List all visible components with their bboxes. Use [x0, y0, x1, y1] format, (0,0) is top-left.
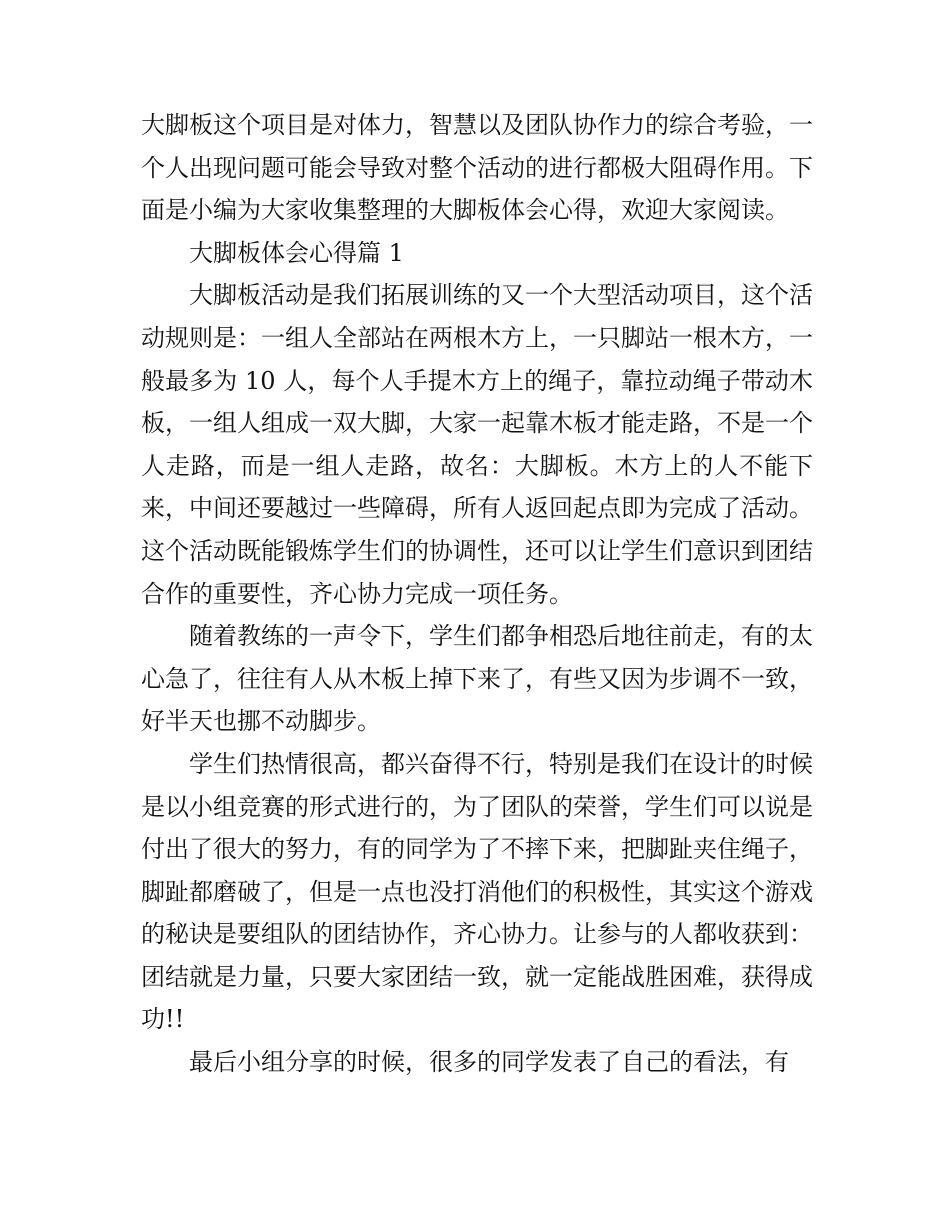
- section-heading: 大脚板体会心得篇 1: [189, 238, 404, 267]
- body-paragraph: 最后小组分享的时候，很多的同学发表了自己的看法，有: [189, 1048, 789, 1077]
- document-body: [141, 104, 813, 1084]
- body-paragraph: 大脚板活动是我们拓展训练的又一个大型活动项目，这个活动规则是：一组人全部站在两根木方上，一只脚站一根木方，一般最多为 10 人，每个人手提木方上的绳子，靠拉动绳子带动木板，一组人组成一双大脚，大家一起靠木板才能走路，不是一个人走路，而是一组人走路，故名：大脚板。木方上的人不能下来，中间还要越过一些障碍，所有人返回起点即为完成了活动。这个活动既能锻炼学生们的协调性，还可以让学生们意识到团结合作的重要性，齐心协力完成一项任务。: [141, 281, 813, 608]
- body-paragraph: 随着教练的一声令下，学生们都争相恐后地往前走，有的太心急了，往往有人从木板上掉下来了，有些又因为步调不一致，好半天也挪不动脚步。: [141, 622, 813, 736]
- intro-paragraph: 大脚板这个项目是对体力，智慧以及团队协作力的综合考验，一个人出现问题可能会导致对整个活动的进行都极大阻碍作用。下面是小编为大家收集整理的大脚板体会心得，欢迎大家阅读。: [141, 111, 813, 225]
- body-paragraph: 学生们热情很高，都兴奋得不行，特别是我们在设计的时候是以小组竞赛的形式进行的，为了团队的荣誉，学生们可以说是付出了很大的努力，有的同学为了不摔下来，把脚趾夹住绳子，脚趾都磨破了，但是一点也没打消他们的积极性，其实这个游戏的秘诀是要组队的团结协作，齐心协力。让参与的人都收获到：团结就是力量，只要大家团结一致，就一定能战胜困难，获得成功!!: [141, 749, 813, 1034]
